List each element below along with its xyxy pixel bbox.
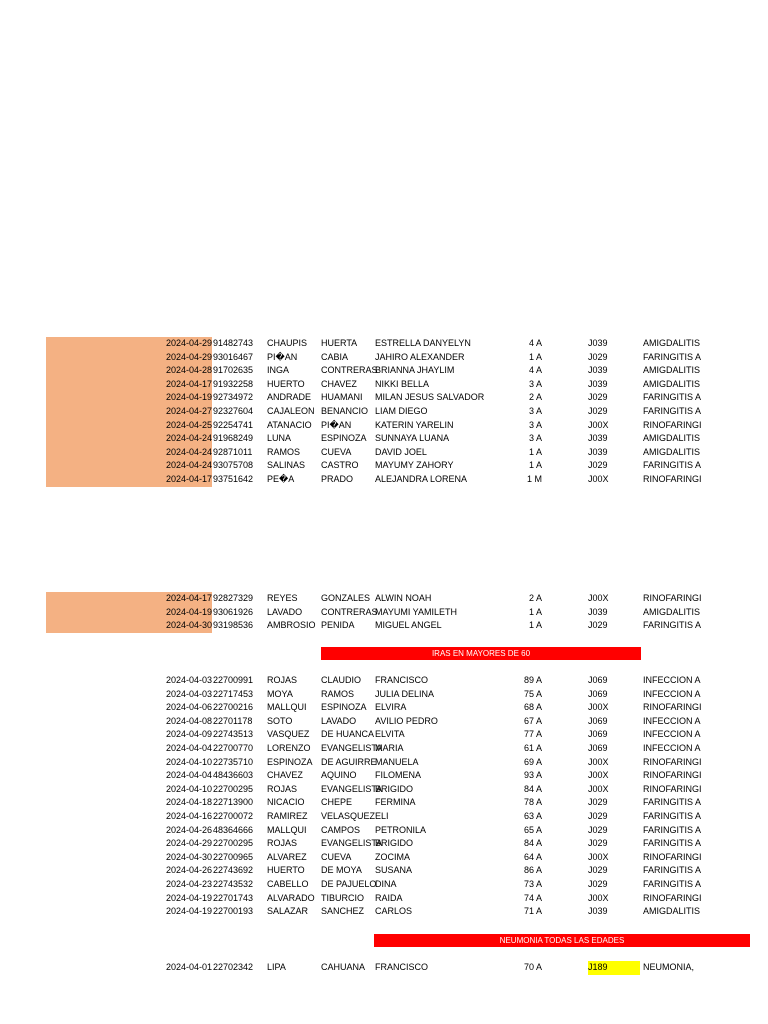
paternal-surname-cell: CHAVEZ xyxy=(267,770,303,781)
table-row xyxy=(0,459,768,473)
diagnosis-cell: AMIGDALITIS xyxy=(643,365,701,376)
diagnosis-cell: AMIGDALITIS xyxy=(643,378,701,389)
date-cell: 2024-04-19 xyxy=(165,906,212,917)
date-cell: 2024-04-25 xyxy=(165,419,212,430)
maternal-surname-cell: HUERTA xyxy=(321,338,358,348)
given-names-cell: NIKKI BELLA xyxy=(375,378,430,389)
age-cell: 71 A xyxy=(523,906,542,917)
dni-cell: 22735710 xyxy=(213,756,254,767)
age-cell: 75 A xyxy=(523,688,542,699)
table-row xyxy=(0,337,768,351)
maternal-surname-cell: CASTRO xyxy=(321,460,359,471)
dni-cell: 22700072 xyxy=(213,811,254,821)
age-cell: 2 A xyxy=(528,392,542,403)
age-cell: 78 A xyxy=(523,797,542,808)
paternal-surname-cell: LUNA xyxy=(267,433,292,444)
dni-cell: 92734972 xyxy=(213,392,254,403)
given-names-cell: DAVID JOEL xyxy=(375,446,427,457)
paternal-surname-cell: MALLQUI xyxy=(267,702,307,713)
table-row xyxy=(0,351,768,365)
table-row xyxy=(0,432,768,446)
dni-cell: 22701743 xyxy=(213,892,254,903)
dni-cell: 92327604 xyxy=(213,406,254,416)
diagnosis-code-cell: J00X xyxy=(588,593,609,603)
maternal-surname-cell: ESPINOZA xyxy=(321,702,367,713)
maternal-surname-cell: EVANGELISTA xyxy=(321,783,383,794)
maternal-surname-cell: CAMPOS xyxy=(321,824,361,835)
dni-cell: 22700770 xyxy=(213,743,254,753)
date-cell: 2024-04-19 xyxy=(165,392,212,403)
given-names-cell: ALWIN NOAH xyxy=(375,593,432,603)
date-cell: 2024-04-16 xyxy=(165,811,212,821)
date-cell: 2024-04-01 xyxy=(165,962,212,972)
given-names-cell: KATERIN YARELIN xyxy=(375,419,454,430)
section-banner-iras: IRAS EN MAYORES DE 60 xyxy=(321,647,641,660)
given-names-cell: RAIDA xyxy=(375,892,403,903)
paternal-surname-cell: REYES xyxy=(267,593,298,603)
maternal-surname-cell: CHAVEZ xyxy=(321,378,357,389)
dni-cell: 22713900 xyxy=(213,797,254,808)
diagnosis-code-cell: J069 xyxy=(588,743,608,753)
paternal-surname-cell: ROJAS xyxy=(267,675,298,685)
diagnosis-code-cell: J00X xyxy=(588,702,609,713)
date-cell: 2024-04-19 xyxy=(165,892,212,903)
diagnosis-code-cell: J029 xyxy=(588,460,608,471)
diagnosis-cell: INFECCION A xyxy=(643,688,701,699)
paternal-surname-cell: RAMIREZ xyxy=(267,811,308,821)
date-cell: 2024-04-10 xyxy=(165,756,212,767)
diagnosis-code-cell: J029 xyxy=(588,824,608,835)
date-cell: 2024-04-30 xyxy=(165,620,212,631)
maternal-surname-cell: EVANGELISTA xyxy=(321,743,383,753)
table-row xyxy=(0,606,768,620)
paternal-surname-cell: PI�AN xyxy=(267,351,298,362)
table-row xyxy=(0,688,768,702)
diagnosis-code-cell: J039 xyxy=(588,378,608,389)
diagnosis-code-cell: J039 xyxy=(588,606,608,617)
age-cell: 3 A xyxy=(528,433,542,444)
diagnosis-cell: INFECCION A xyxy=(643,729,701,740)
maternal-surname-cell: ESPINOZA xyxy=(321,433,367,444)
diagnosis-cell: RINOFARINGI xyxy=(643,756,702,767)
age-cell: 4 A xyxy=(528,338,542,348)
date-cell: 2024-04-04 xyxy=(165,770,212,781)
diagnosis-code-cell: J00X xyxy=(588,851,609,862)
given-names-cell: ALEJANDRA LORENA xyxy=(375,474,468,484)
dni-cell: 22743692 xyxy=(213,865,254,876)
dni-cell: 92827329 xyxy=(213,593,254,603)
age-cell: 1 M xyxy=(526,474,542,484)
age-cell: 4 A xyxy=(528,365,542,376)
date-cell: 2024-04-29 xyxy=(165,838,212,849)
date-cell: 2024-04-30 xyxy=(165,851,212,862)
maternal-surname-cell: CUEVA xyxy=(321,446,352,457)
diagnosis-code-cell: J039 xyxy=(588,338,608,348)
paternal-surname-cell: ALVARADO xyxy=(267,892,315,903)
diagnosis-cell: AMIGDALITIS xyxy=(643,906,701,917)
given-names-cell: BRIGIDO xyxy=(375,783,414,794)
dni-cell: 22717453 xyxy=(213,688,254,699)
given-names-cell: MAYUMI YAMILETH xyxy=(375,606,458,617)
table-row xyxy=(0,769,768,783)
date-cell: 2024-04-29 xyxy=(165,338,212,348)
paternal-surname-cell: AMBROSIO xyxy=(267,620,316,631)
date-cell: 2024-04-17 xyxy=(165,474,212,484)
paternal-surname-cell: PE�A xyxy=(267,474,295,484)
table-row xyxy=(0,824,768,838)
diagnosis-code-cell: J069 xyxy=(588,688,608,699)
diagnosis-code-cell: J039 xyxy=(588,446,608,457)
table-row xyxy=(0,619,768,633)
diagnosis-code-cell: J00X xyxy=(588,419,609,430)
diagnosis-cell: FARINGITIS A xyxy=(643,824,702,835)
maternal-surname-cell: BENANCIO xyxy=(321,406,369,416)
paternal-surname-cell: MOYA xyxy=(267,688,293,699)
maternal-surname-cell: VELASQUEZ xyxy=(321,811,376,821)
diagnosis-cell: FARINGITIS A xyxy=(643,838,702,849)
dni-cell: 91932258 xyxy=(213,378,254,389)
diagnosis-cell: FARINGITIS A xyxy=(643,351,702,362)
diagnosis-code-cell: J029 xyxy=(588,351,608,362)
date-cell: 2024-04-17 xyxy=(165,378,212,389)
section-banner-neumonia: NEUMONIA TODAS LAS EDADES xyxy=(374,934,750,947)
date-cell: 2024-04-27 xyxy=(165,406,212,416)
given-names-cell: DINA xyxy=(375,879,397,889)
table-row xyxy=(0,391,768,405)
date-cell: 2024-04-28 xyxy=(165,365,212,376)
given-names-cell: BRIGIDO xyxy=(375,838,414,849)
paternal-surname-cell: RAMOS xyxy=(267,446,301,457)
given-names-cell: ESTRELLA DANYELYN xyxy=(375,338,471,348)
maternal-surname-cell: CUEVA xyxy=(321,851,352,862)
paternal-surname-cell: ROJAS xyxy=(267,838,298,849)
dni-cell: 92871011 xyxy=(213,446,253,457)
maternal-surname-cell: AQUINO xyxy=(321,770,357,781)
diagnosis-cell: AMIGDALITIS xyxy=(643,338,701,348)
dni-cell: 91702635 xyxy=(213,365,254,376)
maternal-surname-cell: HUAMANI xyxy=(321,392,363,403)
date-cell: 2024-04-17 xyxy=(165,593,212,603)
age-cell: 73 A xyxy=(523,879,542,889)
date-cell: 2024-04-19 xyxy=(165,606,212,617)
diagnosis-cell: AMIGDALITIS xyxy=(643,606,701,617)
age-cell: 1 A xyxy=(528,351,542,362)
diagnosis-cell: INFECCION A xyxy=(643,743,701,753)
given-names-cell: JAHIRO ALEXANDER xyxy=(375,351,465,362)
diagnosis-code-cell: J029 xyxy=(588,865,608,876)
date-cell: 2024-04-24 xyxy=(165,446,212,457)
diagnosis-cell: RINOFARINGI xyxy=(643,474,702,484)
diagnosis-cell: RINOFARINGI xyxy=(643,419,702,430)
age-cell: 93 A xyxy=(523,770,542,781)
paternal-surname-cell: LAVADO xyxy=(267,606,303,617)
dni-cell: 22743532 xyxy=(213,879,254,889)
maternal-surname-cell: PI�AN xyxy=(321,419,352,430)
dni-cell: 22700295 xyxy=(213,838,254,849)
diagnosis-cell: INFECCION A xyxy=(643,675,701,685)
given-names-cell: PETRONILA xyxy=(375,824,427,835)
date-cell: 2024-04-18 xyxy=(165,797,212,808)
date-cell: 2024-04-26 xyxy=(165,824,212,835)
age-cell: 77 A xyxy=(523,729,542,740)
date-cell: 2024-04-03 xyxy=(165,675,212,685)
diagnosis-cell: FARINGITIS A xyxy=(643,811,702,821)
age-cell: 70 A xyxy=(523,962,542,972)
diagnosis-cell: RINOFARINGI xyxy=(643,593,702,603)
paternal-surname-cell: MALLQUI xyxy=(267,824,307,835)
paternal-surname-cell: LORENZO xyxy=(267,743,311,753)
date-cell: 2024-04-24 xyxy=(165,460,212,471)
paternal-surname-cell: HUERTO xyxy=(267,865,305,876)
given-names-cell: MANUELA xyxy=(375,756,419,767)
maternal-surname-cell: GONZALES xyxy=(321,593,371,603)
age-cell: 64 A xyxy=(523,851,542,862)
diagnosis-cell: NEUMONIA, xyxy=(643,962,695,972)
table-row xyxy=(0,364,768,378)
diagnosis-code-cell: J029 xyxy=(588,879,608,889)
diagnosis-cell: FARINGITIS A xyxy=(643,865,702,876)
table-row xyxy=(0,419,768,433)
paternal-surname-cell: ESPINOZA xyxy=(267,756,313,767)
age-cell: 63 A xyxy=(523,811,542,821)
diagnosis-cell: FARINGITIS A xyxy=(643,797,702,808)
diagnosis-code-cell: J069 xyxy=(588,715,608,726)
paternal-surname-cell: NICACIO xyxy=(267,797,305,808)
maternal-surname-cell: PRADO xyxy=(321,474,354,484)
age-cell: 1 A xyxy=(528,460,542,471)
given-names-cell: JULIA DELINA xyxy=(375,688,435,699)
maternal-surname-cell: CONTRERAS xyxy=(321,606,378,617)
paternal-surname-cell: SOTO xyxy=(267,715,293,726)
diagnosis-cell: FARINGITIS A xyxy=(643,406,702,416)
table-row xyxy=(0,837,768,851)
age-cell: 61 A xyxy=(523,743,542,753)
age-cell: 1 A xyxy=(528,446,542,457)
maternal-surname-cell: CONTRERAS xyxy=(321,365,378,376)
diagnosis-cell: FARINGITIS A xyxy=(643,392,702,403)
given-names-cell: AVILIO PEDRO xyxy=(375,715,438,726)
dni-cell: 93061926 xyxy=(213,606,254,617)
diagnosis-code-cell: J029 xyxy=(588,392,608,403)
diagnosis-code-cell: J029 xyxy=(588,797,608,808)
diagnosis-cell: AMIGDALITIS xyxy=(643,446,701,457)
diagnosis-code-cell: J039 xyxy=(588,433,608,444)
dni-cell: 48364666 xyxy=(213,824,254,835)
maternal-surname-cell: DE MOYA xyxy=(321,865,362,876)
given-names-cell: SUNNAYA LUANA xyxy=(375,433,450,444)
paternal-surname-cell: LIPA xyxy=(267,962,286,972)
table-row xyxy=(0,810,768,824)
given-names-cell: FERMINA xyxy=(375,797,416,808)
diagnosis-code-cell: J00X xyxy=(588,474,609,484)
given-names-cell: FILOMENA xyxy=(375,770,422,781)
diagnosis-cell: RINOFARINGI xyxy=(643,892,702,903)
paternal-surname-cell: ROJAS xyxy=(267,783,298,794)
date-cell: 2024-04-08 xyxy=(165,715,212,726)
diagnosis-cell: FARINGITIS A xyxy=(643,620,702,631)
given-names-cell: MILAN JESUS SALVADOR xyxy=(375,392,485,403)
maternal-surname-cell: CAHUANA xyxy=(321,962,366,972)
maternal-surname-cell: CABIA xyxy=(321,351,349,362)
age-cell: 2 A xyxy=(528,593,542,603)
date-cell: 2024-04-06 xyxy=(165,702,212,713)
table-row xyxy=(0,864,768,878)
date-cell: 2024-04-04 xyxy=(165,743,212,753)
date-cell: 2024-04-23 xyxy=(165,879,212,889)
diagnosis-cell: FARINGITIS A xyxy=(643,879,702,889)
table-row xyxy=(0,728,768,742)
diagnosis-cell: RINOFARINGI xyxy=(643,702,702,713)
table-row xyxy=(0,701,768,715)
age-cell: 84 A xyxy=(523,838,542,849)
table-row xyxy=(0,756,768,770)
table-row xyxy=(0,674,768,688)
dni-cell: 91482743 xyxy=(213,338,254,348)
dni-cell: 48436603 xyxy=(213,770,254,781)
paternal-surname-cell: ATANACIO xyxy=(267,419,312,430)
given-names-cell: MAYUMY ZAHORY xyxy=(375,460,454,471)
dni-cell: 22743513 xyxy=(213,729,254,740)
diagnosis-cell: RINOFARINGI xyxy=(643,783,702,794)
dni-cell: 93751642 xyxy=(213,474,254,484)
diagnosis-code-cell: J00X xyxy=(588,770,609,781)
date-cell: 2024-04-03 xyxy=(165,688,212,699)
dni-cell: 93198536 xyxy=(213,620,254,631)
age-cell: 3 A xyxy=(528,406,542,416)
paternal-surname-cell: CHAUPIS xyxy=(267,338,308,348)
table-row xyxy=(0,446,768,460)
maternal-surname-cell: DE PAJUELO xyxy=(321,879,377,889)
maternal-surname-cell: TIBURCIO xyxy=(321,892,365,903)
date-cell: 2024-04-29 xyxy=(165,351,212,362)
dni-cell: 22701178 xyxy=(213,715,253,726)
dni-cell: 22700965 xyxy=(213,851,254,862)
table-row xyxy=(0,796,768,810)
table-row xyxy=(0,405,768,419)
dni-cell: 93016467 xyxy=(213,351,254,362)
diagnosis-code-cell: J039 xyxy=(588,365,608,376)
diagnosis-cell: RINOFARINGI xyxy=(643,770,702,781)
given-names-cell: BRIANNA JHAYLIM xyxy=(375,365,455,376)
paternal-surname-cell: ALVAREZ xyxy=(267,851,307,862)
diagnosis-cell: AMIGDALITIS xyxy=(643,433,701,444)
table-row xyxy=(0,905,768,919)
paternal-surname-cell: VASQUEZ xyxy=(267,729,310,740)
maternal-surname-cell: DE HUANCA xyxy=(321,729,375,740)
maternal-surname-cell: SANCHEZ xyxy=(321,906,365,917)
maternal-surname-cell: CLAUDIO xyxy=(321,675,362,685)
given-names-cell: FRANCISCO xyxy=(375,675,429,685)
dni-cell: 92254741 xyxy=(213,419,254,430)
age-cell: 86 A xyxy=(523,865,542,876)
dni-cell: 22702342 xyxy=(213,962,254,972)
given-names-cell: MARIA xyxy=(375,743,404,753)
maternal-surname-cell: EVANGELISTA xyxy=(321,838,383,849)
age-cell: 84 A xyxy=(523,783,542,794)
age-cell: 67 A xyxy=(523,715,542,726)
dni-cell: 22700991 xyxy=(213,675,254,685)
diagnosis-code-cell: J00X xyxy=(588,892,609,903)
date-cell: 2024-04-09 xyxy=(165,729,212,740)
diagnosis-code-cell: J069 xyxy=(588,675,608,685)
diagnosis-cell: FARINGITIS A xyxy=(643,460,702,471)
table-row xyxy=(0,473,768,487)
table-row xyxy=(0,742,768,756)
given-names-cell: SUSANA xyxy=(375,865,413,876)
given-names-cell: FRANCISCO xyxy=(375,962,429,972)
date-cell: 2024-04-26 xyxy=(165,865,212,876)
diagnosis-code-cell: J069 xyxy=(588,729,608,740)
given-names-cell: MIGUEL ANGEL xyxy=(375,620,442,631)
maternal-surname-cell: DE AGUIRRE xyxy=(321,756,377,767)
diagnosis-code-cell: J029 xyxy=(588,811,608,821)
diagnosis-code-cell: J029 xyxy=(588,406,608,416)
maternal-surname-cell: RAMOS xyxy=(321,688,355,699)
given-names-cell: ELVITA xyxy=(375,729,405,740)
diagnosis-code-cell: J029 xyxy=(588,620,608,631)
paternal-surname-cell: CAJALEON xyxy=(267,406,315,416)
age-cell: 3 A xyxy=(528,419,542,430)
diagnosis-cell: RINOFARINGI xyxy=(643,851,702,862)
age-cell: 68 A xyxy=(523,702,542,713)
table-row xyxy=(0,592,768,606)
diagnosis-code-cell: J00X xyxy=(588,756,609,767)
date-cell: 2024-04-24 xyxy=(165,433,212,444)
age-cell: 3 A xyxy=(528,378,542,389)
dni-cell: 93075708 xyxy=(213,460,254,471)
given-names-cell: ELVIRA xyxy=(375,702,407,713)
age-cell: 69 A xyxy=(523,756,542,767)
diagnosis-code-cell: J189 xyxy=(588,961,640,975)
maternal-surname-cell: CHEPE xyxy=(321,797,353,808)
paternal-surname-cell: SALAZAR xyxy=(267,906,309,917)
table-row xyxy=(0,961,768,975)
dni-cell: 22700216 xyxy=(213,702,254,713)
table-row xyxy=(0,783,768,797)
age-cell: 1 A xyxy=(528,620,542,631)
age-cell: 1 A xyxy=(528,606,542,617)
paternal-surname-cell: INGA xyxy=(267,365,290,376)
table-row xyxy=(0,851,768,865)
table-row xyxy=(0,715,768,729)
table-row xyxy=(0,878,768,892)
date-cell: 2024-04-10 xyxy=(165,783,212,794)
given-names-cell: LIAM DIEGO xyxy=(375,406,428,416)
paternal-surname-cell: CABELLO xyxy=(267,879,309,889)
paternal-surname-cell: SALINAS xyxy=(267,460,306,471)
given-names-cell: ELI xyxy=(375,811,389,821)
table-row xyxy=(0,892,768,906)
maternal-surname-cell: PENIDA xyxy=(321,620,355,631)
given-names-cell: ZOCIMA xyxy=(375,851,410,862)
diagnosis-code-cell: J00X xyxy=(588,783,609,794)
diagnosis-code-cell: J039 xyxy=(588,906,608,917)
diagnosis-code-cell: J029 xyxy=(588,838,608,849)
table-row xyxy=(0,378,768,392)
paternal-surname-cell: HUERTO xyxy=(267,378,305,389)
diagnosis-cell: INFECCION A xyxy=(643,715,701,726)
dni-cell: 22700295 xyxy=(213,783,254,794)
dni-cell: 91968249 xyxy=(213,433,254,444)
paternal-surname-cell: ANDRADE xyxy=(267,392,312,403)
given-names-cell: CARLOS xyxy=(375,906,413,917)
maternal-surname-cell: LAVADO xyxy=(321,715,357,726)
age-cell: 89 A xyxy=(523,675,542,685)
age-cell: 74 A xyxy=(523,892,542,903)
dni-cell: 22700193 xyxy=(213,906,254,917)
age-cell: 65 A xyxy=(523,824,542,835)
